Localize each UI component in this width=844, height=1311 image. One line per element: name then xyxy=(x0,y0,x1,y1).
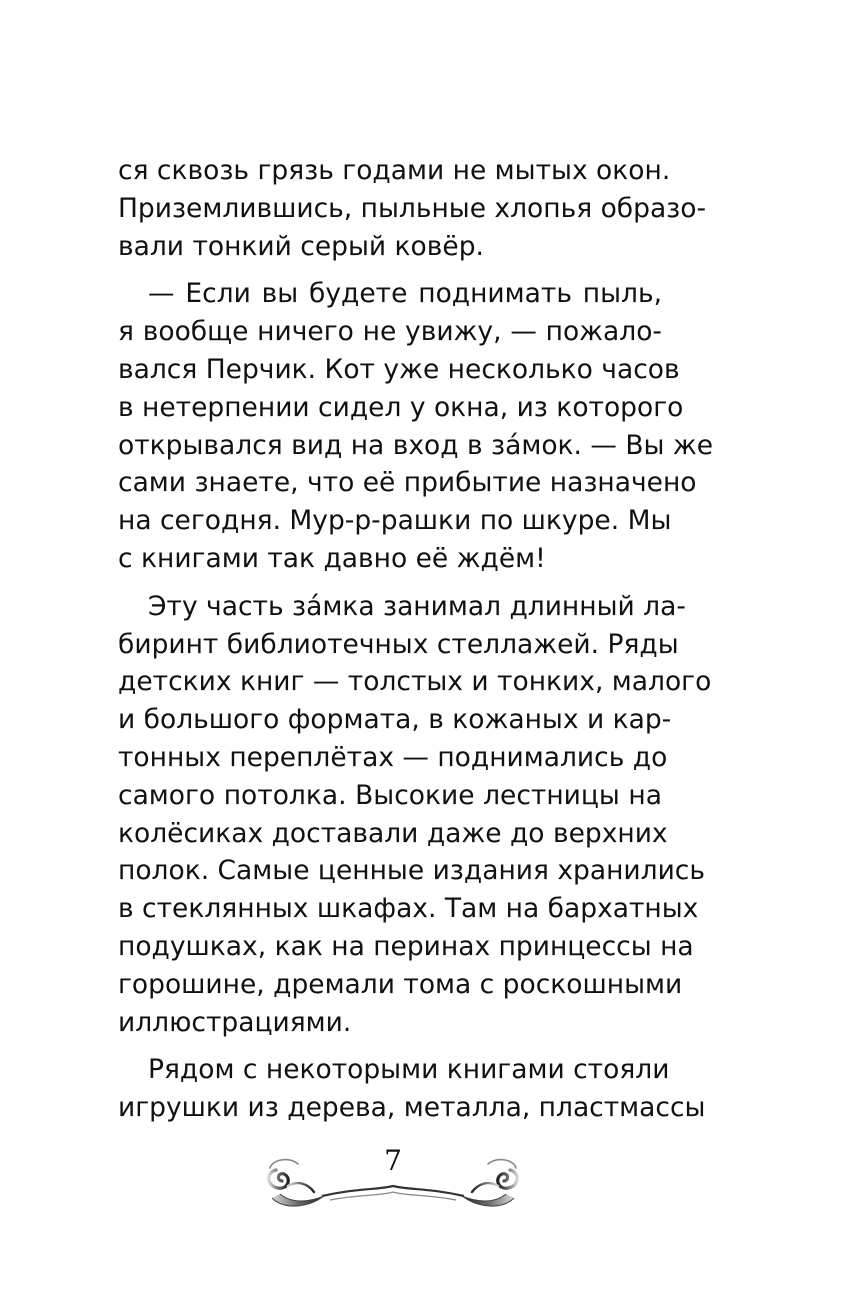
text-line: с книгами так давно её ждём! xyxy=(118,542,546,574)
text-line: — Если вы будете поднимать пыль, xyxy=(148,278,662,310)
text-line: самого потолка. Высокие лестницы на xyxy=(118,779,662,811)
text-line: Рядом с некоторыми книгами стояли xyxy=(148,1054,670,1086)
text-line: Эту часть за́мка занимал длинный ла- xyxy=(148,590,686,622)
text-line: открывался вид на вход в за́мок. — Вы же xyxy=(118,429,714,461)
paragraph xyxy=(118,275,714,577)
text-line: подушках, как на перинах принцессы на xyxy=(118,930,694,962)
text-line: я вообще ничего не увижу, — пожало- xyxy=(118,316,662,348)
text-line: Приземлившись, пыльные хлопья образо- xyxy=(118,192,707,224)
paragraph-gap xyxy=(118,1041,662,1051)
text-line: колёсиках доставали даже до верхних xyxy=(118,817,668,849)
text-line: детских книг — толстых и тонких, малого xyxy=(118,666,712,698)
page-footer xyxy=(262,1138,524,1218)
text-line: ся сквозь грязь годами не мытых окон. xyxy=(118,155,671,186)
text-line: вался Перчик. Кот уже несколько часов xyxy=(118,353,680,385)
text-line: иллюстрациями. xyxy=(118,1006,352,1038)
page-number: 7 xyxy=(384,1144,402,1177)
paragraph xyxy=(118,588,712,1042)
text-line: в нетерпении сидел у окна, из которого xyxy=(118,391,684,423)
text-line: игрушки из дерева, металла, пластмассы xyxy=(118,1092,706,1124)
paragraph xyxy=(118,1051,706,1127)
text-line: горошине, дремали тома с роскошными xyxy=(118,968,683,1000)
paragraph-gap xyxy=(118,265,662,275)
text-line: на сегодня. Мур-р-рашки по шкуре. Мы xyxy=(118,505,672,537)
paragraph-gap xyxy=(118,578,662,588)
paragraph xyxy=(118,152,707,265)
text-line: полок. Самые ценные издания хранились xyxy=(118,855,705,887)
body-text xyxy=(118,152,714,1127)
text-line: в стеклянных шкафах. Там на бархатных xyxy=(118,893,699,925)
text-line: и большого формата, в кожаных и кар- xyxy=(118,704,672,736)
text-line: вали тонкий серый ковёр. xyxy=(118,230,484,262)
text-line: биринт библиотечных стеллажей. Ряды xyxy=(118,628,679,660)
text-line: тонных переплётах — поднимались до xyxy=(118,741,668,773)
text-line: сами знаете, что её прибытие назначено xyxy=(118,467,697,499)
